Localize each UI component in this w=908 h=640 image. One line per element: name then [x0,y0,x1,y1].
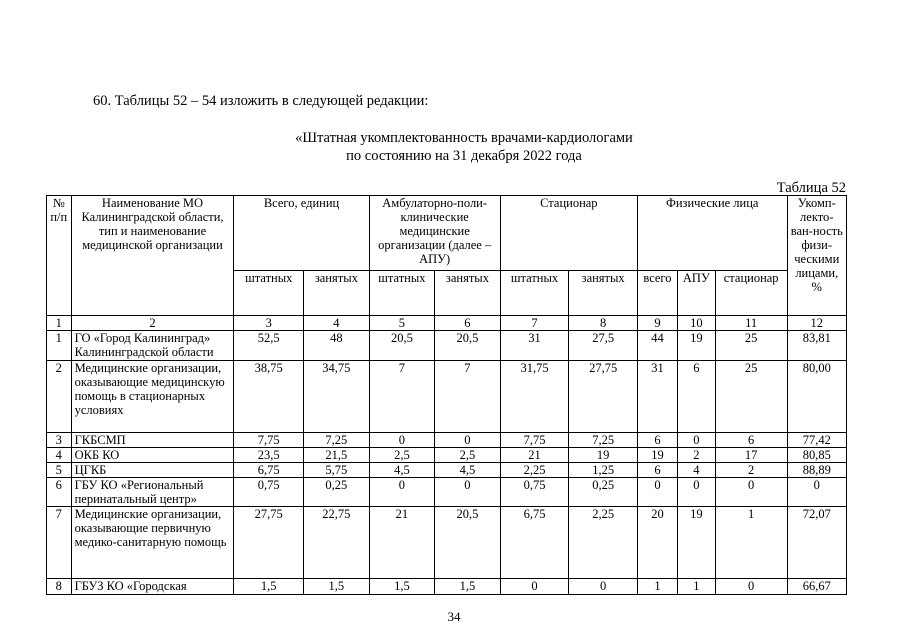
organization-name: ЦГКБ [71,463,234,478]
value-cell: 1,5 [369,579,435,595]
col-number: 1 [47,316,72,331]
value-cell: 0 [637,478,677,507]
header-staffing: Укомп-лекто-ван-ность физи-ческими лицами, % [787,196,846,316]
value-cell: 6 [715,433,787,448]
value-cell: 17 [715,448,787,463]
value-cell: 19 [637,448,677,463]
value-cell: 1,5 [304,579,370,595]
value-cell: 6,75 [500,507,569,579]
value-cell: 2,5 [369,448,435,463]
value-cell: 23,5 [234,448,304,463]
value-cell: 0,25 [304,478,370,507]
value-cell: 0 [569,579,638,595]
value-cell: 0 [715,478,787,507]
value-cell: 6 [677,361,715,433]
subheader-occupied: занятых [569,271,638,316]
table-row [47,579,847,595]
value-cell: 7,25 [304,433,370,448]
table-title-line2: по состоянию на 31 декабря 2022 года [346,148,582,164]
value-cell: 44 [637,331,677,361]
value-cell: 5,75 [304,463,370,478]
col-number: 12 [787,316,846,331]
value-cell: 0 [677,478,715,507]
subheader-all: всего [637,271,677,316]
col-number: 5 [369,316,435,331]
subheader-staff: штатных [369,271,435,316]
col-number: 11 [715,316,787,331]
value-cell: 1 [637,579,677,595]
value-cell: 31 [500,331,569,361]
organization-name: ГКБСМП [71,433,234,448]
value-cell: 2 [677,448,715,463]
value-cell: 19 [677,331,715,361]
table-label: Таблица 52 [776,180,846,196]
row-number: 8 [47,579,72,595]
header-stationary: Стационар [500,196,637,271]
column-number-row [47,316,847,331]
header-row-1 [47,196,847,271]
row-number: 1 [47,331,72,361]
table-row [47,331,847,361]
row-number: 2 [47,361,72,433]
value-cell: 1,5 [234,579,304,595]
value-cell: 0 [787,478,846,507]
organization-name: Медицинские организации, оказывающие медицинскую помощь в стационарных условиях [71,361,234,433]
value-cell: 0 [435,478,501,507]
subheader-stationary: стационар [715,271,787,316]
organization-name: ГО «Город Калининград» Калининградской области [71,331,234,361]
value-cell: 4 [677,463,715,478]
value-cell: 22,75 [304,507,370,579]
value-cell: 20,5 [369,331,435,361]
value-cell: 2,25 [500,463,569,478]
value-cell: 7,75 [500,433,569,448]
staffing-table [46,195,847,595]
value-cell: 27,75 [234,507,304,579]
value-cell: 0 [369,478,435,507]
subheader-apu: АПУ [677,271,715,316]
col-number: 2 [71,316,234,331]
col-number: 10 [677,316,715,331]
value-cell: 19 [569,448,638,463]
value-cell: 1 [715,507,787,579]
page-number: 34 [447,609,461,624]
value-cell: 1,25 [569,463,638,478]
value-cell: 4,5 [435,463,501,478]
header-total: Всего, единиц [234,196,369,271]
table-row [47,361,847,433]
value-cell: 31 [637,361,677,433]
table-title-line1: «Штатная укомплектованность врачами-кардиологами [295,130,633,146]
organization-name: ГБУ КО «Региональный перинатальный центр» [71,478,234,507]
value-cell: 31,75 [500,361,569,433]
value-cell: 83,81 [787,331,846,361]
subheader-staff: штатных [500,271,569,316]
value-cell: 20,5 [435,507,501,579]
value-cell: 0,25 [569,478,638,507]
table-row [47,463,847,478]
value-cell: 21 [500,448,569,463]
value-cell: 80,00 [787,361,846,433]
value-cell: 0 [500,579,569,595]
value-cell: 88,89 [787,463,846,478]
value-cell: 7 [369,361,435,433]
value-cell: 6 [637,433,677,448]
value-cell: 6,75 [234,463,304,478]
col-number: 8 [569,316,638,331]
row-number: 3 [47,433,72,448]
header-num: № п/п [47,196,72,316]
value-cell: 19 [677,507,715,579]
value-cell: 2,25 [569,507,638,579]
table-row [47,478,847,507]
header-apu: Амбулаторно-поли-клинические медицинские организации (далее – АПУ) [369,196,500,271]
header-physical: Физические лица [637,196,787,271]
value-cell: 25 [715,361,787,433]
value-cell: 1 [677,579,715,595]
value-cell: 77,42 [787,433,846,448]
row-number: 7 [47,507,72,579]
col-number: 9 [637,316,677,331]
value-cell: 25 [715,331,787,361]
value-cell: 1,5 [435,579,501,595]
value-cell: 21 [369,507,435,579]
row-number: 6 [47,478,72,507]
value-cell: 0,75 [234,478,304,507]
organization-name: Медицинские организации, оказывающие первичную медико-санитарную помощь [71,507,234,579]
value-cell: 7 [435,361,501,433]
value-cell: 66,67 [787,579,846,595]
value-cell: 34,75 [304,361,370,433]
value-cell: 52,5 [234,331,304,361]
value-cell: 0 [677,433,715,448]
table-row [47,507,847,579]
table-row [47,448,847,463]
value-cell: 27,5 [569,331,638,361]
col-number: 7 [500,316,569,331]
value-cell: 0,75 [500,478,569,507]
value-cell: 20 [637,507,677,579]
value-cell: 7,25 [569,433,638,448]
organization-name: ГБУЗ КО «Городская [71,579,234,595]
value-cell: 0 [715,579,787,595]
col-number: 3 [234,316,304,331]
row-number: 4 [47,448,72,463]
value-cell: 2 [715,463,787,478]
value-cell: 4,5 [369,463,435,478]
value-cell: 7,75 [234,433,304,448]
organization-name: ОКБ КО [71,448,234,463]
row-number: 5 [47,463,72,478]
value-cell: 21,5 [304,448,370,463]
value-cell: 0 [369,433,435,448]
col-number: 6 [435,316,501,331]
value-cell: 2,5 [435,448,501,463]
value-cell: 20,5 [435,331,501,361]
value-cell: 38,75 [234,361,304,433]
value-cell: 80,85 [787,448,846,463]
col-number: 4 [304,316,370,331]
value-cell: 27,75 [569,361,638,433]
table-row [47,433,847,448]
subheader-occupied: занятых [435,271,501,316]
subheader-occupied: занятых [304,271,370,316]
header-name: Наименование МО Калининградской области, тип и наименование медицинской организации [71,196,234,316]
value-cell: 6 [637,463,677,478]
value-cell: 72,07 [787,507,846,579]
value-cell: 0 [435,433,501,448]
value-cell: 48 [304,331,370,361]
subheader-staff: штатных [234,271,304,316]
intro-paragraph: 60. Таблицы 52 – 54 изложить в следующей редакции: [93,93,429,109]
